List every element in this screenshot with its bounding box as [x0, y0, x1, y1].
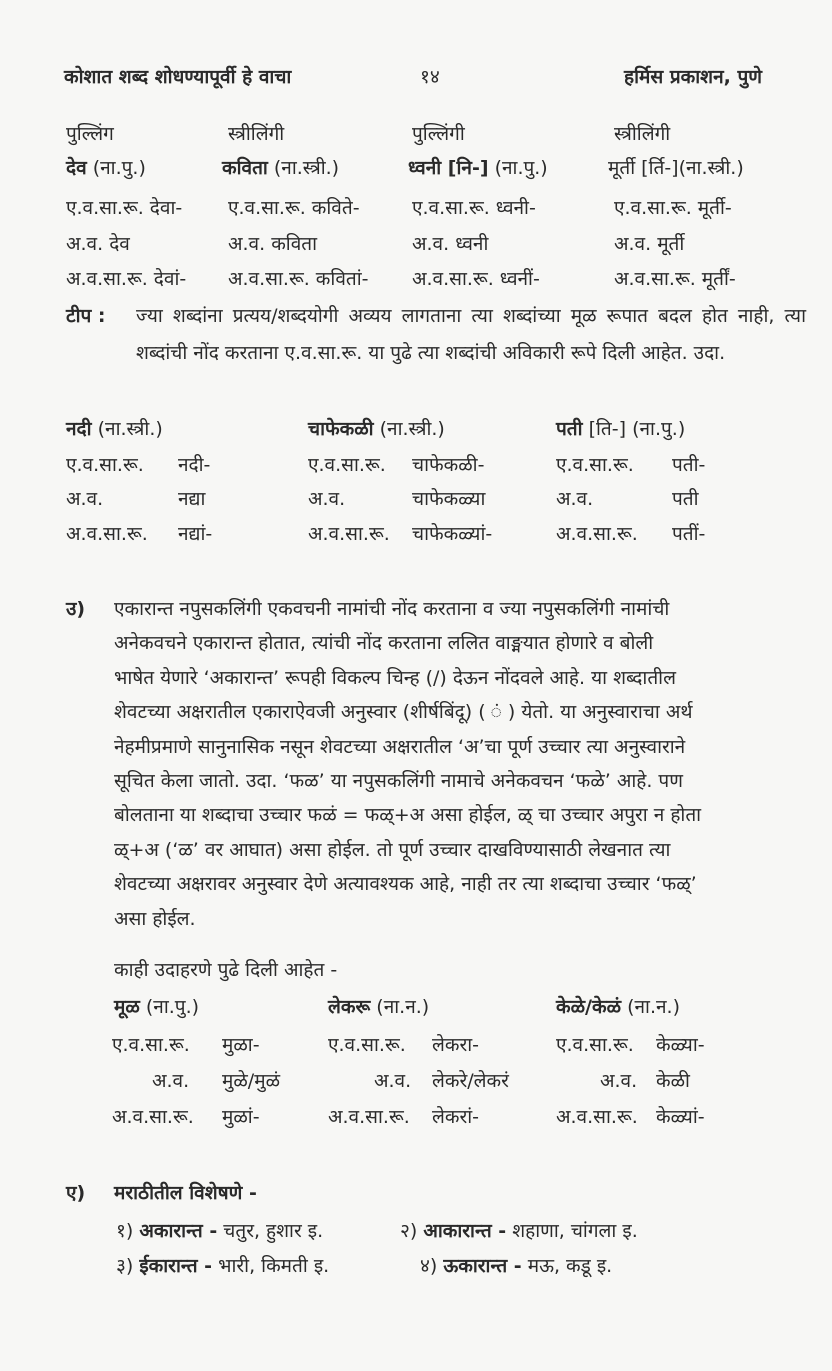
form-label: अ.व. [152, 1070, 190, 1092]
form-row: अ.व. देव [66, 233, 130, 255]
headword: मूर्ती [र्ति-](ना.स्त्री.) [608, 157, 744, 179]
headword: मूळ (ना.पु.) [114, 996, 200, 1018]
form-value: मुळां- [222, 1106, 260, 1128]
form-value: नदी- [178, 454, 211, 476]
form-label: अ.व.सा.रू. [556, 523, 638, 545]
form-value: लेकरे/लेकरं [432, 1070, 509, 1092]
headword: लेकरू (ना.न.) [328, 996, 430, 1018]
form-label: ए.व.सा.रू. [308, 454, 386, 476]
form-value: केळ्यां- [656, 1106, 705, 1128]
form-row: ए.व.सा.रू. कविते- [228, 197, 360, 219]
paragraph-line: असा होईल. [114, 908, 196, 930]
form-label: अ.व. [308, 488, 346, 510]
form-label: अ.व. [374, 1070, 412, 1092]
running-header-left: कोशात शब्द शोधण्यापूर्वी हे वाचा [64, 66, 292, 88]
form-label: ए.व.सा.रू. [556, 454, 634, 476]
running-header-right: हर्मिस प्रकाशन, पुणे [624, 66, 762, 88]
form-row: अ.व.सा.रू. मूर्तीं- [614, 268, 736, 290]
paragraph-line: सूचित केला जातो. उदा. ‘फळ’ या नपुसकलिंगी नामाचे अनेकवचन ‘फळे’ आहे. पण [114, 770, 683, 792]
gender-label: पुल्लिंगी [412, 123, 465, 145]
paragraph-line: भाषेत येणारे ‘अकारान्त’ रूपही विकल्प चिन्ह (/) देऊन नोंदवले आहे. या शब्दातील [114, 667, 676, 689]
headword: ध्वनी [नि-] (ना.पु.) [408, 157, 548, 179]
tip-text: ज्या शब्दांना प्रत्यय/शब्दयोगी अव्यय लागताना त्या शब्दांच्या मूळ रूपात बदल होत नाही, त्या शब्दांची नोंद करताना ए.व.सा.रू. या पुढे त्या शब्दांची अविकारी रूपे दिली आहेत. उदा. [136, 305, 806, 364]
form-row: ए.व.सा.रू. देवा- [66, 197, 183, 219]
adjective-item: ४) ऊकारान्त - मऊ, कडू इ. [420, 1255, 613, 1277]
form-label: ए.व.सा.रू. [66, 454, 144, 476]
form-value: लेकरां- [432, 1106, 480, 1128]
gender-label: स्त्रीलिंगी [614, 123, 671, 145]
form-label: अ.व. [556, 488, 594, 510]
headword: चाफेकळी (ना.स्त्री.) [308, 418, 445, 440]
form-label: अ.व.सा.रू. [112, 1106, 194, 1128]
adjective-item: २) आकारान्त - शहाणा, चांगला इ. [400, 1220, 638, 1242]
form-value: पती [672, 488, 699, 510]
form-label: अ.व.सा.रू. [308, 523, 390, 545]
form-row: अ.व. मूर्ती [614, 233, 685, 255]
form-value: चाफेकळ्या [412, 488, 486, 510]
form-value: मुळा- [222, 1034, 260, 1056]
paragraph-line: बोलताना या शब्दाचा उच्चार फळं = फळ्+अ असा होईल, ळ् चा उच्चार अपुरा न होता [114, 804, 702, 826]
form-row: ए.व.सा.रू. मूर्ती- [614, 197, 732, 219]
form-value: मुळे/मुळं [222, 1070, 281, 1092]
page-number: १४ [420, 66, 440, 88]
section-marker: उ) [66, 598, 86, 620]
paragraph-line: अनेकवचने एकारान्त होतात, त्यांची नोंद करताना ललित वाङ्मयात होणारे व बोली [114, 632, 654, 654]
form-row: अ.व.सा.रू. देवां- [66, 268, 187, 290]
form-value: नद्यां- [178, 523, 213, 545]
headword: देव (ना.पु.) [66, 157, 146, 179]
gender-label: पुल्लिंग [66, 123, 114, 145]
form-value: पती- [672, 454, 706, 476]
form-row: ए.व.सा.रू. ध्वनी- [412, 197, 536, 219]
form-value: केळ्या- [656, 1034, 705, 1056]
paragraph-line: नेहमीप्रमाणे सानुनासिक नसून शेवटच्या अक्षरातील ‘अ’चा पूर्ण उच्चार त्या अनुस्वाराने [114, 736, 686, 758]
form-value: चाफेकळ्यां- [412, 523, 493, 545]
headword: कविता (ना.स्त्री.) [222, 157, 340, 179]
form-value: नद्या [178, 488, 206, 510]
paragraph-line: शेवटच्या अक्षरातील एकाराऐवजी अनुस्वार (शीर्षबिंदू) ( ं ) येतो. या अनुस्वाराचा अर्थ [114, 701, 693, 723]
section-title: मराठीतील विशेषणे - [114, 1182, 257, 1204]
form-label: ए.व.सा.रू. [328, 1034, 406, 1056]
examples-intro: काही उदाहरणे पुढे दिली आहेत - [114, 959, 338, 981]
headword: नदी (ना.स्त्री.) [66, 418, 163, 440]
section-marker: ए) [66, 1182, 86, 1204]
headword: पती [ति-] (ना.पु.) [556, 418, 686, 440]
paragraph-line: एकारान्त नपुसकलिंगी एकवचनी नामांची नोंद करताना व ज्या नपुसकलिंगी नामांची [114, 598, 670, 620]
paragraph-line: ळ्+अ (‘ळ’ वर आघात) असा होईल. तो पूर्ण उच्चार दाखविण्यासाठी लेखनात त्या [114, 839, 671, 861]
form-label: अ.व. [66, 488, 104, 510]
form-label: अ.व. [600, 1070, 638, 1092]
form-value: चाफेकळी- [412, 454, 485, 476]
form-row: अ.व.सा.रू. कवितां- [228, 268, 369, 290]
paragraph-line: शेवटच्या अक्षरावर अनुस्वार देणे अत्यावश्यक आहे, नाही तर त्या शब्दाचा उच्चार ‘फळ्’ [114, 873, 697, 895]
form-row: अ.व. कविता [228, 233, 318, 255]
tip-label: टीप : [66, 305, 106, 327]
form-label: अ.व.सा.रू. [66, 523, 148, 545]
form-label: ए.व.सा.रू. [112, 1034, 190, 1056]
headword: केळे/केळं (ना.न.) [556, 996, 680, 1018]
form-label: अ.व.सा.रू. [328, 1106, 410, 1128]
form-row: अ.व. ध्वनी [412, 233, 489, 255]
form-label: अ.व.सा.रू. [556, 1106, 638, 1128]
adjective-item: १) अकारान्त - चतुर, हुशार इ. [116, 1220, 324, 1242]
adjective-item: ३) ईकारान्त - भारी, किमती इ. [116, 1255, 330, 1277]
form-value: लेकरा- [432, 1034, 480, 1056]
form-value: पतीं- [672, 523, 706, 545]
gender-label: स्त्रीलिंगी [228, 123, 285, 145]
form-label: ए.व.सा.रू. [556, 1034, 634, 1056]
form-value: केळी [656, 1070, 690, 1092]
form-row: अ.व.सा.रू. ध्वनीं- [412, 268, 540, 290]
